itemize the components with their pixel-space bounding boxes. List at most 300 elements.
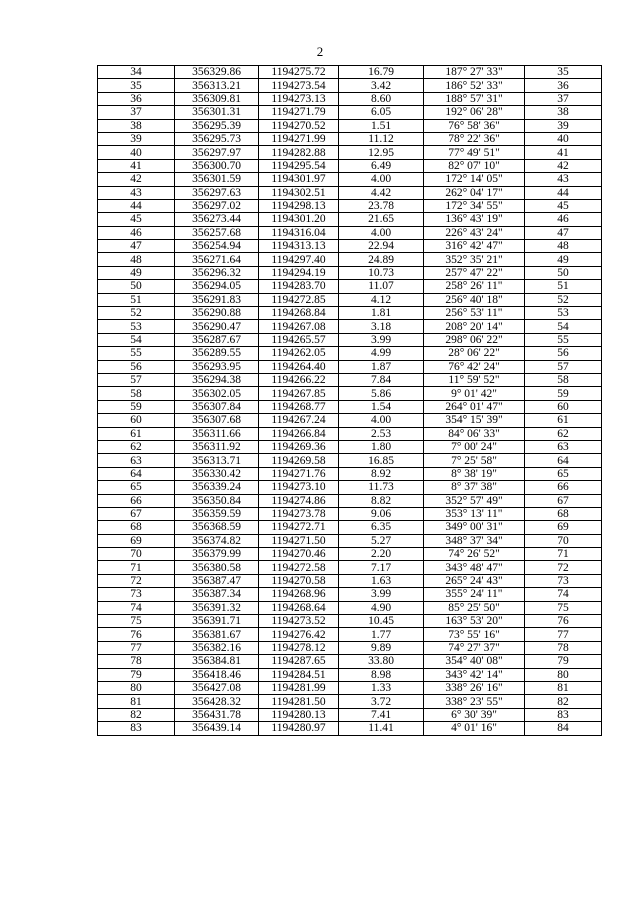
point-number-cell: 79	[98, 668, 175, 681]
x-coordinate-cell: 356300.70	[175, 159, 259, 172]
next-point-cell: 67	[525, 494, 602, 507]
distance-cell: 11.41	[339, 722, 424, 735]
next-point-cell: 45	[525, 199, 602, 212]
next-point-cell: 38	[525, 106, 602, 119]
bearing-cell: 264° 01' 47"	[424, 400, 525, 413]
bearing-cell: 9° 01' 42"	[424, 387, 525, 400]
table-row	[98, 561, 602, 574]
next-point-cell: 58	[525, 373, 602, 386]
x-coordinate-cell: 356380.58	[175, 561, 259, 574]
table-row	[98, 213, 602, 226]
y-coordinate-cell: 1194301.97	[259, 173, 339, 186]
point-number-cell: 57	[98, 373, 175, 386]
x-coordinate-cell: 356295.39	[175, 119, 259, 132]
next-point-cell: 71	[525, 548, 602, 561]
x-coordinate-cell: 356273.44	[175, 213, 259, 226]
distance-cell: 24.89	[339, 253, 424, 266]
x-coordinate-cell: 356307.68	[175, 414, 259, 427]
y-coordinate-cell: 1194264.40	[259, 360, 339, 373]
next-point-cell: 41	[525, 146, 602, 159]
next-point-cell: 61	[525, 414, 602, 427]
next-point-cell: 59	[525, 387, 602, 400]
x-coordinate-cell: 356387.47	[175, 574, 259, 587]
y-coordinate-cell: 1194284.51	[259, 668, 339, 681]
next-point-cell: 73	[525, 574, 602, 587]
y-coordinate-cell: 1194297.40	[259, 253, 339, 266]
point-number-cell: 52	[98, 307, 175, 320]
distance-cell: 22.94	[339, 240, 424, 253]
bearing-cell: 73° 55' 16"	[424, 628, 525, 641]
next-point-cell: 68	[525, 507, 602, 520]
bearing-cell: 4° 01' 16"	[424, 722, 525, 735]
table-row	[98, 66, 602, 79]
distance-cell: 8.92	[339, 467, 424, 480]
point-number-cell: 69	[98, 534, 175, 547]
point-number-cell: 60	[98, 414, 175, 427]
distance-cell: 9.89	[339, 641, 424, 654]
distance-cell: 21.65	[339, 213, 424, 226]
y-coordinate-cell: 1194273.54	[259, 79, 339, 92]
table-row	[98, 534, 602, 547]
y-coordinate-cell: 1194287.65	[259, 655, 339, 668]
distance-cell: 16.85	[339, 454, 424, 467]
bearing-cell: 338° 23' 55"	[424, 695, 525, 708]
next-point-cell: 64	[525, 454, 602, 467]
next-point-cell: 69	[525, 521, 602, 534]
y-coordinate-cell: 1194281.99	[259, 681, 339, 694]
bearing-cell: 163° 53' 20"	[424, 615, 525, 628]
x-coordinate-cell: 356311.66	[175, 427, 259, 440]
y-coordinate-cell: 1194278.12	[259, 641, 339, 654]
x-coordinate-cell: 356368.59	[175, 521, 259, 534]
point-number-cell: 65	[98, 481, 175, 494]
distance-cell: 33.80	[339, 655, 424, 668]
table-row	[98, 494, 602, 507]
y-coordinate-cell: 1194273.52	[259, 615, 339, 628]
distance-cell: 6.35	[339, 521, 424, 534]
table-row	[98, 548, 602, 561]
x-coordinate-cell: 356296.32	[175, 266, 259, 279]
table-row	[98, 173, 602, 186]
bearing-cell: 8° 38' 19"	[424, 467, 525, 480]
table-row	[98, 641, 602, 654]
table-row	[98, 615, 602, 628]
bearing-cell: 265° 24' 43"	[424, 574, 525, 587]
bearing-cell: 316° 42' 47"	[424, 240, 525, 253]
next-point-cell: 55	[525, 333, 602, 346]
y-coordinate-cell: 1194268.77	[259, 400, 339, 413]
table-row	[98, 132, 602, 145]
point-number-cell: 63	[98, 454, 175, 467]
point-number-cell: 40	[98, 146, 175, 159]
bearing-cell: 172° 34' 55"	[424, 199, 525, 212]
point-number-cell: 42	[98, 173, 175, 186]
x-coordinate-cell: 356254.94	[175, 240, 259, 253]
bearing-cell: 256° 40' 18"	[424, 293, 525, 306]
bearing-cell: 6° 30' 39"	[424, 708, 525, 721]
y-coordinate-cell: 1194270.52	[259, 119, 339, 132]
bearing-cell: 256° 53' 11"	[424, 307, 525, 320]
bearing-cell: 354° 40' 08"	[424, 655, 525, 668]
table-row	[98, 440, 602, 453]
point-number-cell: 70	[98, 548, 175, 561]
next-point-cell: 46	[525, 213, 602, 226]
next-point-cell: 40	[525, 132, 602, 145]
table-row	[98, 106, 602, 119]
table-row	[98, 280, 602, 293]
distance-cell: 8.60	[339, 92, 424, 105]
table-row	[98, 333, 602, 346]
distance-cell: 4.42	[339, 186, 424, 199]
distance-cell: 7.41	[339, 708, 424, 721]
x-coordinate-cell: 356339.24	[175, 481, 259, 494]
table-row	[98, 240, 602, 253]
distance-cell: 1.54	[339, 400, 424, 413]
point-number-cell: 82	[98, 708, 175, 721]
next-point-cell: 70	[525, 534, 602, 547]
coordinates-table-body	[98, 66, 602, 736]
bearing-cell: 76° 42' 24"	[424, 360, 525, 373]
x-coordinate-cell: 356330.42	[175, 467, 259, 480]
page-number: 2	[316, 44, 324, 59]
x-coordinate-cell: 356329.86	[175, 66, 259, 79]
table-row	[98, 695, 602, 708]
y-coordinate-cell: 1194267.24	[259, 414, 339, 427]
distance-cell: 4.99	[339, 347, 424, 360]
distance-cell: 1.51	[339, 119, 424, 132]
distance-cell: 6.49	[339, 159, 424, 172]
next-point-cell: 36	[525, 79, 602, 92]
distance-cell: 11.73	[339, 481, 424, 494]
point-number-cell: 37	[98, 106, 175, 119]
point-number-cell: 38	[98, 119, 175, 132]
x-coordinate-cell: 356428.32	[175, 695, 259, 708]
y-coordinate-cell: 1194271.50	[259, 534, 339, 547]
table-row	[98, 467, 602, 480]
bearing-cell: 354° 15' 39"	[424, 414, 525, 427]
y-coordinate-cell: 1194268.64	[259, 601, 339, 614]
next-point-cell: 43	[525, 173, 602, 186]
table-row	[98, 708, 602, 721]
x-coordinate-cell: 356350.84	[175, 494, 259, 507]
bearing-cell: 187° 27' 33"	[424, 66, 525, 79]
distance-cell: 16.79	[339, 66, 424, 79]
y-coordinate-cell: 1194298.13	[259, 199, 339, 212]
table-row	[98, 414, 602, 427]
distance-cell: 1.77	[339, 628, 424, 641]
point-number-cell: 34	[98, 66, 175, 79]
y-coordinate-cell: 1194273.13	[259, 92, 339, 105]
point-number-cell: 58	[98, 387, 175, 400]
table-row	[98, 668, 602, 681]
x-coordinate-cell: 356313.21	[175, 79, 259, 92]
distance-cell: 3.99	[339, 588, 424, 601]
x-coordinate-cell: 356427.08	[175, 681, 259, 694]
next-point-cell: 62	[525, 427, 602, 440]
distance-cell: 3.18	[339, 320, 424, 333]
next-point-cell: 49	[525, 253, 602, 266]
next-point-cell: 50	[525, 266, 602, 279]
x-coordinate-cell: 356309.81	[175, 92, 259, 105]
table-row	[98, 119, 602, 132]
y-coordinate-cell: 1194265.57	[259, 333, 339, 346]
table-row	[98, 601, 602, 614]
bearing-cell: 352° 35' 21"	[424, 253, 525, 266]
x-coordinate-cell: 356391.71	[175, 615, 259, 628]
next-point-cell: 77	[525, 628, 602, 641]
x-coordinate-cell: 356297.02	[175, 199, 259, 212]
point-number-cell: 45	[98, 213, 175, 226]
bearing-cell: 7° 00' 24"	[424, 440, 525, 453]
y-coordinate-cell: 1194267.08	[259, 320, 339, 333]
table-row	[98, 347, 602, 360]
y-coordinate-cell: 1194275.72	[259, 66, 339, 79]
y-coordinate-cell: 1194272.71	[259, 521, 339, 534]
table-row	[98, 159, 602, 172]
table-row	[98, 293, 602, 306]
point-number-cell: 73	[98, 588, 175, 601]
distance-cell: 11.07	[339, 280, 424, 293]
point-number-cell: 61	[98, 427, 175, 440]
x-coordinate-cell: 356291.83	[175, 293, 259, 306]
next-point-cell: 66	[525, 481, 602, 494]
point-number-cell: 44	[98, 199, 175, 212]
y-coordinate-cell: 1194281.50	[259, 695, 339, 708]
next-point-cell: 83	[525, 708, 602, 721]
y-coordinate-cell: 1194280.97	[259, 722, 339, 735]
table-row	[98, 199, 602, 212]
next-point-cell: 60	[525, 400, 602, 413]
distance-cell: 11.12	[339, 132, 424, 145]
table-row	[98, 186, 602, 199]
y-coordinate-cell: 1194271.76	[259, 467, 339, 480]
table-row	[98, 681, 602, 694]
table-row	[98, 146, 602, 159]
x-coordinate-cell: 356439.14	[175, 722, 259, 735]
distance-cell: 4.12	[339, 293, 424, 306]
x-coordinate-cell: 356301.31	[175, 106, 259, 119]
distance-cell: 5.86	[339, 387, 424, 400]
bearing-cell: 84° 06' 33"	[424, 427, 525, 440]
distance-cell: 3.72	[339, 695, 424, 708]
table-row	[98, 266, 602, 279]
bearing-cell: 257° 47' 22"	[424, 266, 525, 279]
table-row	[98, 454, 602, 467]
x-coordinate-cell: 356431.78	[175, 708, 259, 721]
point-number-cell: 75	[98, 615, 175, 628]
distance-cell: 2.53	[339, 427, 424, 440]
y-coordinate-cell: 1194266.84	[259, 427, 339, 440]
bearing-cell: 262° 04' 17"	[424, 186, 525, 199]
x-coordinate-cell: 356301.59	[175, 173, 259, 186]
next-point-cell: 53	[525, 307, 602, 320]
y-coordinate-cell: 1194276.42	[259, 628, 339, 641]
bearing-cell: 136° 43' 19"	[424, 213, 525, 226]
point-number-cell: 47	[98, 240, 175, 253]
y-coordinate-cell: 1194273.10	[259, 481, 339, 494]
y-coordinate-cell: 1194301.20	[259, 213, 339, 226]
next-point-cell: 76	[525, 615, 602, 628]
distance-cell: 3.99	[339, 333, 424, 346]
distance-cell: 1.63	[339, 574, 424, 587]
bearing-cell: 343° 42' 14"	[424, 668, 525, 681]
y-coordinate-cell: 1194269.58	[259, 454, 339, 467]
table-row	[98, 722, 602, 735]
point-number-cell: 64	[98, 467, 175, 480]
x-coordinate-cell: 356271.64	[175, 253, 259, 266]
x-coordinate-cell: 356381.67	[175, 628, 259, 641]
table-row	[98, 79, 602, 92]
y-coordinate-cell: 1194267.85	[259, 387, 339, 400]
bearing-cell: 186° 52' 33"	[424, 79, 525, 92]
next-point-cell: 42	[525, 159, 602, 172]
x-coordinate-cell: 356293.95	[175, 360, 259, 373]
distance-cell: 1.80	[339, 440, 424, 453]
x-coordinate-cell: 356379.99	[175, 548, 259, 561]
distance-cell: 12.95	[339, 146, 424, 159]
next-point-cell: 51	[525, 280, 602, 293]
next-point-cell: 74	[525, 588, 602, 601]
next-point-cell: 52	[525, 293, 602, 306]
next-point-cell: 63	[525, 440, 602, 453]
bearing-cell: 8° 37' 38"	[424, 481, 525, 494]
table-row	[98, 253, 602, 266]
x-coordinate-cell: 356374.82	[175, 534, 259, 547]
bearing-cell: 348° 37' 34"	[424, 534, 525, 547]
table-row	[98, 655, 602, 668]
table-row	[98, 360, 602, 373]
point-number-cell: 62	[98, 440, 175, 453]
bearing-cell: 82° 07' 10"	[424, 159, 525, 172]
point-number-cell: 53	[98, 320, 175, 333]
bearing-cell: 28° 06' 22"	[424, 347, 525, 360]
point-number-cell: 80	[98, 681, 175, 694]
bearing-cell: 77° 49' 51"	[424, 146, 525, 159]
x-coordinate-cell: 356384.81	[175, 655, 259, 668]
point-number-cell: 41	[98, 159, 175, 172]
distance-cell: 4.00	[339, 414, 424, 427]
point-number-cell: 68	[98, 521, 175, 534]
next-point-cell: 47	[525, 226, 602, 239]
y-coordinate-cell: 1194272.85	[259, 293, 339, 306]
point-number-cell: 77	[98, 641, 175, 654]
table-row	[98, 373, 602, 386]
y-coordinate-cell: 1194272.58	[259, 561, 339, 574]
next-point-cell: 80	[525, 668, 602, 681]
x-coordinate-cell: 356257.68	[175, 226, 259, 239]
point-number-cell: 66	[98, 494, 175, 507]
bearing-cell: 226° 43' 24"	[424, 226, 525, 239]
bearing-cell: 192° 06' 28"	[424, 106, 525, 119]
bearing-cell: 7° 25' 58"	[424, 454, 525, 467]
x-coordinate-cell: 356311.92	[175, 440, 259, 453]
next-point-cell: 65	[525, 467, 602, 480]
table-row	[98, 387, 602, 400]
point-number-cell: 67	[98, 507, 175, 520]
next-point-cell: 39	[525, 119, 602, 132]
table-row	[98, 427, 602, 440]
y-coordinate-cell: 1194269.36	[259, 440, 339, 453]
y-coordinate-cell: 1194282.88	[259, 146, 339, 159]
table-row	[98, 92, 602, 105]
distance-cell: 2.20	[339, 548, 424, 561]
next-point-cell: 57	[525, 360, 602, 373]
next-point-cell: 48	[525, 240, 602, 253]
point-number-cell: 49	[98, 266, 175, 279]
distance-cell: 7.17	[339, 561, 424, 574]
y-coordinate-cell: 1194262.05	[259, 347, 339, 360]
distance-cell: 8.98	[339, 668, 424, 681]
point-number-cell: 39	[98, 132, 175, 145]
y-coordinate-cell: 1194274.86	[259, 494, 339, 507]
bearing-cell: 78° 22' 36"	[424, 132, 525, 145]
distance-cell: 3.42	[339, 79, 424, 92]
point-number-cell: 46	[98, 226, 175, 239]
point-number-cell: 81	[98, 695, 175, 708]
x-coordinate-cell: 356297.97	[175, 146, 259, 159]
table-row	[98, 307, 602, 320]
table-row	[98, 521, 602, 534]
x-coordinate-cell: 356302.05	[175, 387, 259, 400]
bearing-cell: 85° 25' 50"	[424, 601, 525, 614]
next-point-cell: 84	[525, 722, 602, 735]
next-point-cell: 56	[525, 347, 602, 360]
distance-cell: 4.90	[339, 601, 424, 614]
y-coordinate-cell: 1194280.13	[259, 708, 339, 721]
x-coordinate-cell: 356290.47	[175, 320, 259, 333]
y-coordinate-cell: 1194295.54	[259, 159, 339, 172]
point-number-cell: 76	[98, 628, 175, 641]
point-number-cell: 74	[98, 601, 175, 614]
table-row	[98, 507, 602, 520]
bearing-cell: 74° 27' 37"	[424, 641, 525, 654]
y-coordinate-cell: 1194271.79	[259, 106, 339, 119]
point-number-cell: 83	[98, 722, 175, 735]
table-row	[98, 588, 602, 601]
x-coordinate-cell: 356418.46	[175, 668, 259, 681]
coordinates-table	[97, 65, 602, 736]
point-number-cell: 78	[98, 655, 175, 668]
point-number-cell: 50	[98, 280, 175, 293]
x-coordinate-cell: 356313.71	[175, 454, 259, 467]
y-coordinate-cell: 1194313.13	[259, 240, 339, 253]
table-row	[98, 481, 602, 494]
y-coordinate-cell: 1194266.22	[259, 373, 339, 386]
y-coordinate-cell: 1194283.70	[259, 280, 339, 293]
next-point-cell: 37	[525, 92, 602, 105]
next-point-cell: 44	[525, 186, 602, 199]
y-coordinate-cell: 1194270.58	[259, 574, 339, 587]
table-row	[98, 574, 602, 587]
point-number-cell: 36	[98, 92, 175, 105]
distance-cell: 9.06	[339, 507, 424, 520]
distance-cell: 7.84	[339, 373, 424, 386]
x-coordinate-cell: 356391.32	[175, 601, 259, 614]
x-coordinate-cell: 356294.05	[175, 280, 259, 293]
distance-cell: 4.00	[339, 173, 424, 186]
point-number-cell: 43	[98, 186, 175, 199]
y-coordinate-cell: 1194268.96	[259, 588, 339, 601]
bearing-cell: 298° 06' 22"	[424, 333, 525, 346]
x-coordinate-cell: 356295.73	[175, 132, 259, 145]
point-number-cell: 71	[98, 561, 175, 574]
point-number-cell: 56	[98, 360, 175, 373]
bearing-cell: 172° 14' 05"	[424, 173, 525, 186]
distance-cell: 1.81	[339, 307, 424, 320]
bearing-cell: 188° 57' 31"	[424, 92, 525, 105]
next-point-cell: 72	[525, 561, 602, 574]
point-number-cell: 48	[98, 253, 175, 266]
